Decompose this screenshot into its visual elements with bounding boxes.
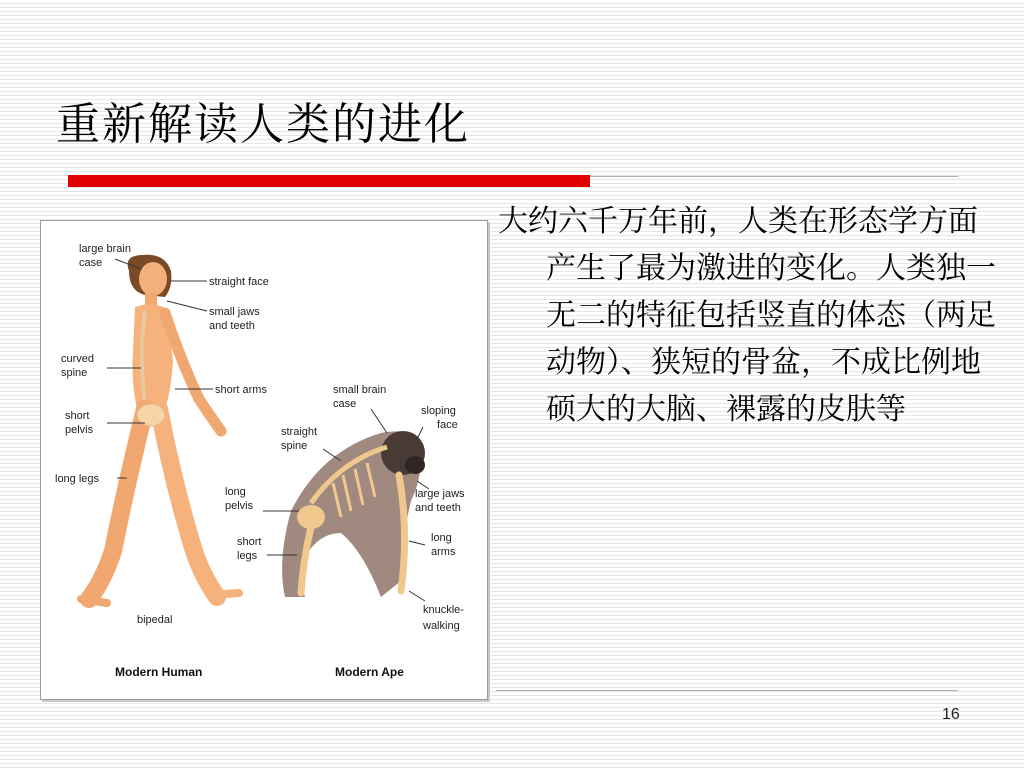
label-curved-spine: curved spine <box>61 353 95 379</box>
human-ape-illustration <box>41 221 487 699</box>
label-large-brain-case: large brain case <box>79 243 131 269</box>
label-short-arms: short arms <box>215 384 267 396</box>
modern-ape-figure <box>282 431 425 597</box>
label-large-jaws: large jaws and teeth <box>415 488 465 514</box>
label-short-legs: short legs <box>237 536 262 562</box>
label-knuckle-walking: knuckle- walking <box>423 604 464 632</box>
evolution-figure <box>40 220 488 700</box>
label-small-brain-case: small brain case <box>333 384 387 410</box>
label-bipedal: bipedal <box>137 614 173 626</box>
label-long-legs: long legs <box>55 473 100 485</box>
caption-modern-ape: Modern Ape <box>335 665 404 679</box>
label-short-pelvis: short pelvis <box>65 410 94 436</box>
label-long-arms: long arms <box>431 532 456 558</box>
label-sloping-face: sloping face <box>421 405 458 431</box>
slide-body-text <box>498 198 998 433</box>
slide-title: 重新解读人类的进化 <box>56 99 470 150</box>
title-accent-bar <box>68 175 590 187</box>
label-long-pelvis: long pelvis <box>225 486 254 512</box>
page-number: 16 <box>942 706 960 723</box>
footer-divider-line <box>496 690 958 691</box>
caption-modern-human: Modern Human <box>115 665 203 679</box>
label-straight-spine: straight spine <box>281 426 318 452</box>
body-paragraph: 大约六千万年前，人类在形态学方面产生了最为激进的变化。人类独一无二的特征包括竖直的体态（两足动物）、狭短的骨盆，不成比例地硕大的大脑、裸露的皮肤等 <box>498 204 996 427</box>
label-straight-face: straight face <box>209 276 269 288</box>
label-small-jaws: small jaws and teeth <box>209 306 260 332</box>
